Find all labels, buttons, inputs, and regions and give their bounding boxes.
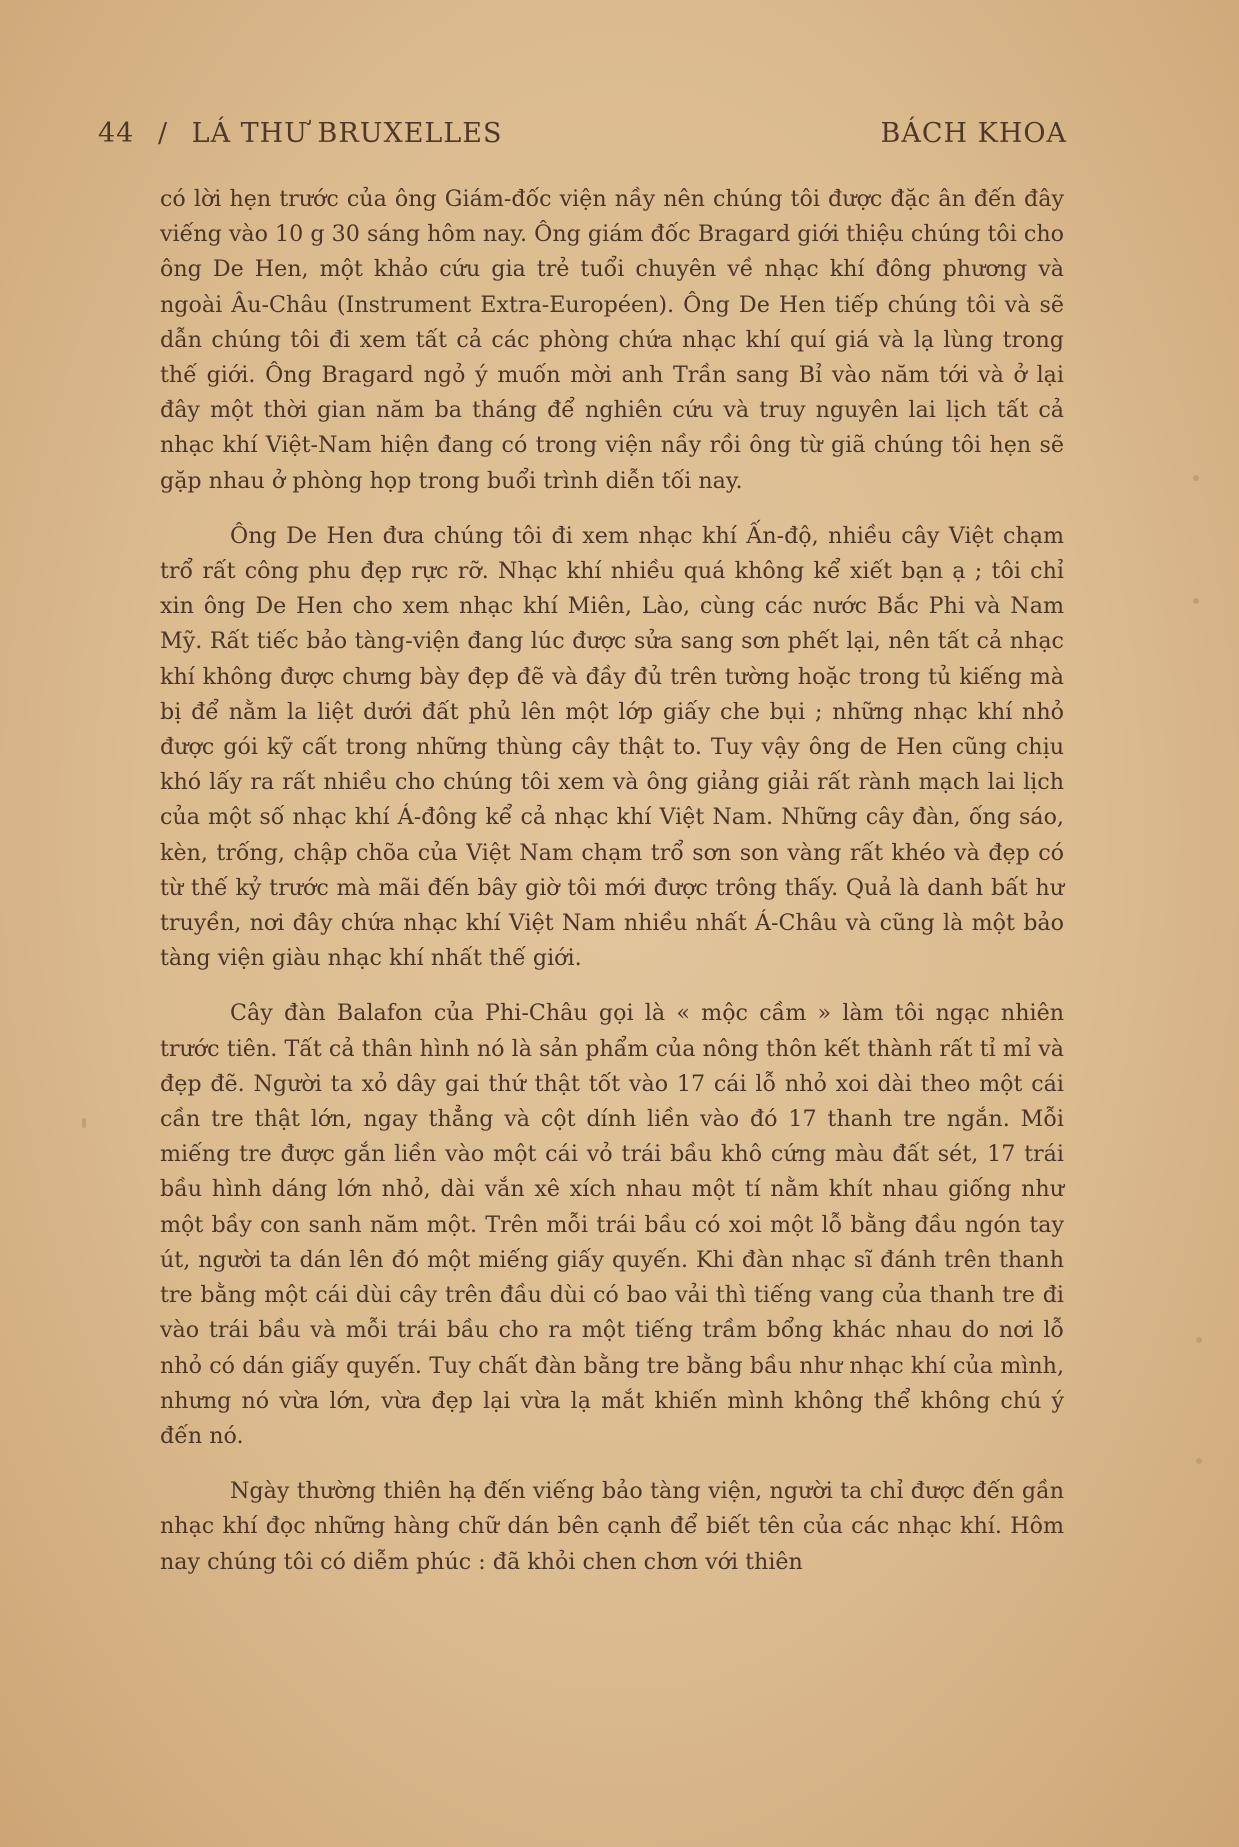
article-body: [160, 182, 1064, 1600]
paragraph-2: Ông De Hen đưa chúng tôi đi xem nhạc khí Ấn-độ, nhiều cây Việt chạm trổ rất công phu đẹp rực rỡ. Nhạc khí nhiều quá không kể xiết bạn ạ ; tôi chỉ xin ông De Hen cho xem nhạc khí Miên, Lào, cùng các nước Bắc Phi và Nam Mỹ. Rất tiếc bảo tàng-viện đang lúc được sửa sang sơn phết lại, nên tất cả nhạc khí không được chưng bày đẹp đẽ và đầy đủ trên tường hoặc trong tủ kiếng mà bị để nằm la liệt dưới đất phủ lên một lớp giấy che bụi ; những nhạc khí nhỏ được gói kỹ cất trong những thùng cây thật to. Tuy vậy ông de Hen cũng chịu khó lấy ra rất nhiều cho chúng tôi xem và ông giảng giải rất rành mạch lai lịch của một số nhạc khí Á-đông kể cả nhạc khí Việt Nam. Những cây đàn, ống sáo, kèn, trống, chập chõa của Việt Nam chạm trổ sơn son vàng rất khéo và đẹp có từ thế kỷ trước mà mãi đến bây giờ tôi mới được trông thấy. Quả là danh bất hư truyền, nơi đây chứa nhạc khí Việt Nam nhiều nhất Á-Châu và cũng là một bảo tàng viện giàu nhạc khí nhất thế giới.: [160, 522, 1064, 972]
page-number: 44: [98, 118, 135, 149]
paragraph-1: có lời hẹn trước của ông Giám-đốc viện nầy nên chúng tôi được đặc ân đến đây viếng vào 10 g 30 sáng hôm nay. Ông giám đốc Bragard giới thiệu chúng tôi cho ông De Hen, một khảo cứu gia trẻ tuổi chuyên về nhạc khí đông phương và ngoài Âu-Châu (Instrument Extra-Européen). Ông De Hen tiếp chúng tôi và sẽ dẫn chúng tôi đi xem tất cả các phòng chứa nhạc khí quí giá và lạ lùng trong thế giới. Ông Bragard ngỏ ý muốn mời anh Trần sang Bỉ vào năm tới và ở lại đây một thời gian năm ba tháng để nghiên cứu và truy nguyên lai lịch tất cả nhạc khí Việt-Nam hiện đang có trong viện nầy rồi ông từ giã chúng tôi hẹn sẽ gặp nhau ở phòng họp trong buổi trình diễn tối nay.: [160, 186, 1064, 494]
paper-speck: [1196, 1337, 1202, 1343]
magazine-name: BÁCH KHOA: [880, 118, 1067, 149]
header-left: [98, 118, 516, 149]
paper-speck: [82, 1118, 86, 1128]
paper-speck: [1193, 598, 1199, 604]
paper-speck: [1193, 475, 1199, 481]
header-separator: /: [157, 118, 169, 149]
paragraph-4: Ngày thường thiên hạ đến viếng bảo tàng viện, người ta chỉ được đến gần nhạc khí đọc những hàng chữ dán bên cạnh để biết tên của các nhạc khí. Hôm nay chúng tôi có diễm phúc : đã khỏi chen chơn với thiên: [160, 1478, 1064, 1575]
section-title: LÁ THƯ BRUXELLES: [191, 118, 503, 149]
paper-speck: [1196, 1458, 1202, 1464]
running-header: [98, 118, 1067, 149]
paragraph-3: Cây đàn Balafon của Phi-Châu gọi là « mộc cầm » làm tôi ngạc nhiên trước tiên. Tất cả thân hình nó là sản phẩm của nông thôn kết thành rất tỉ mỉ và đẹp đẽ. Người ta xỏ dây gai thứ thật tốt vào 17 cái lỗ nhỏ xoi dài theo một cái cần tre thật lớn, ngay thẳng và cột dính liền vào đó 17 thanh tre ngắn. Mỗi miếng tre được gắn liền vào một cái vỏ trái bầu khô cứng màu đất sét, 17 trái bầu hình dáng lớn nhỏ, dài vắn xê xích nhau một tí nằm khít nhau giống như một bầy con sanh năm một. Trên mỗi trái bầu có xoi một lỗ bằng đầu ngón tay út, người ta dán lên đó một miếng giấy quyến. Khi đàn nhạc sĩ đánh trên thanh tre bằng một cái dùi cây trên đầu dùi có bao vải thì tiếng vang của thanh tre đi vào trái bầu và mỗi trái bầu cho ra một tiếng trầm bổng khác nhau do nơi lỗ nhỏ có dán giấy quyến. Tuy chất đàn bằng tre bằng bầu như nhạc khí của mình, nhưng nó vừa lớn, vừa đẹp lại vừa lạ mắt khiến mình không thể không chú ý đến nó.: [160, 1000, 1064, 1449]
